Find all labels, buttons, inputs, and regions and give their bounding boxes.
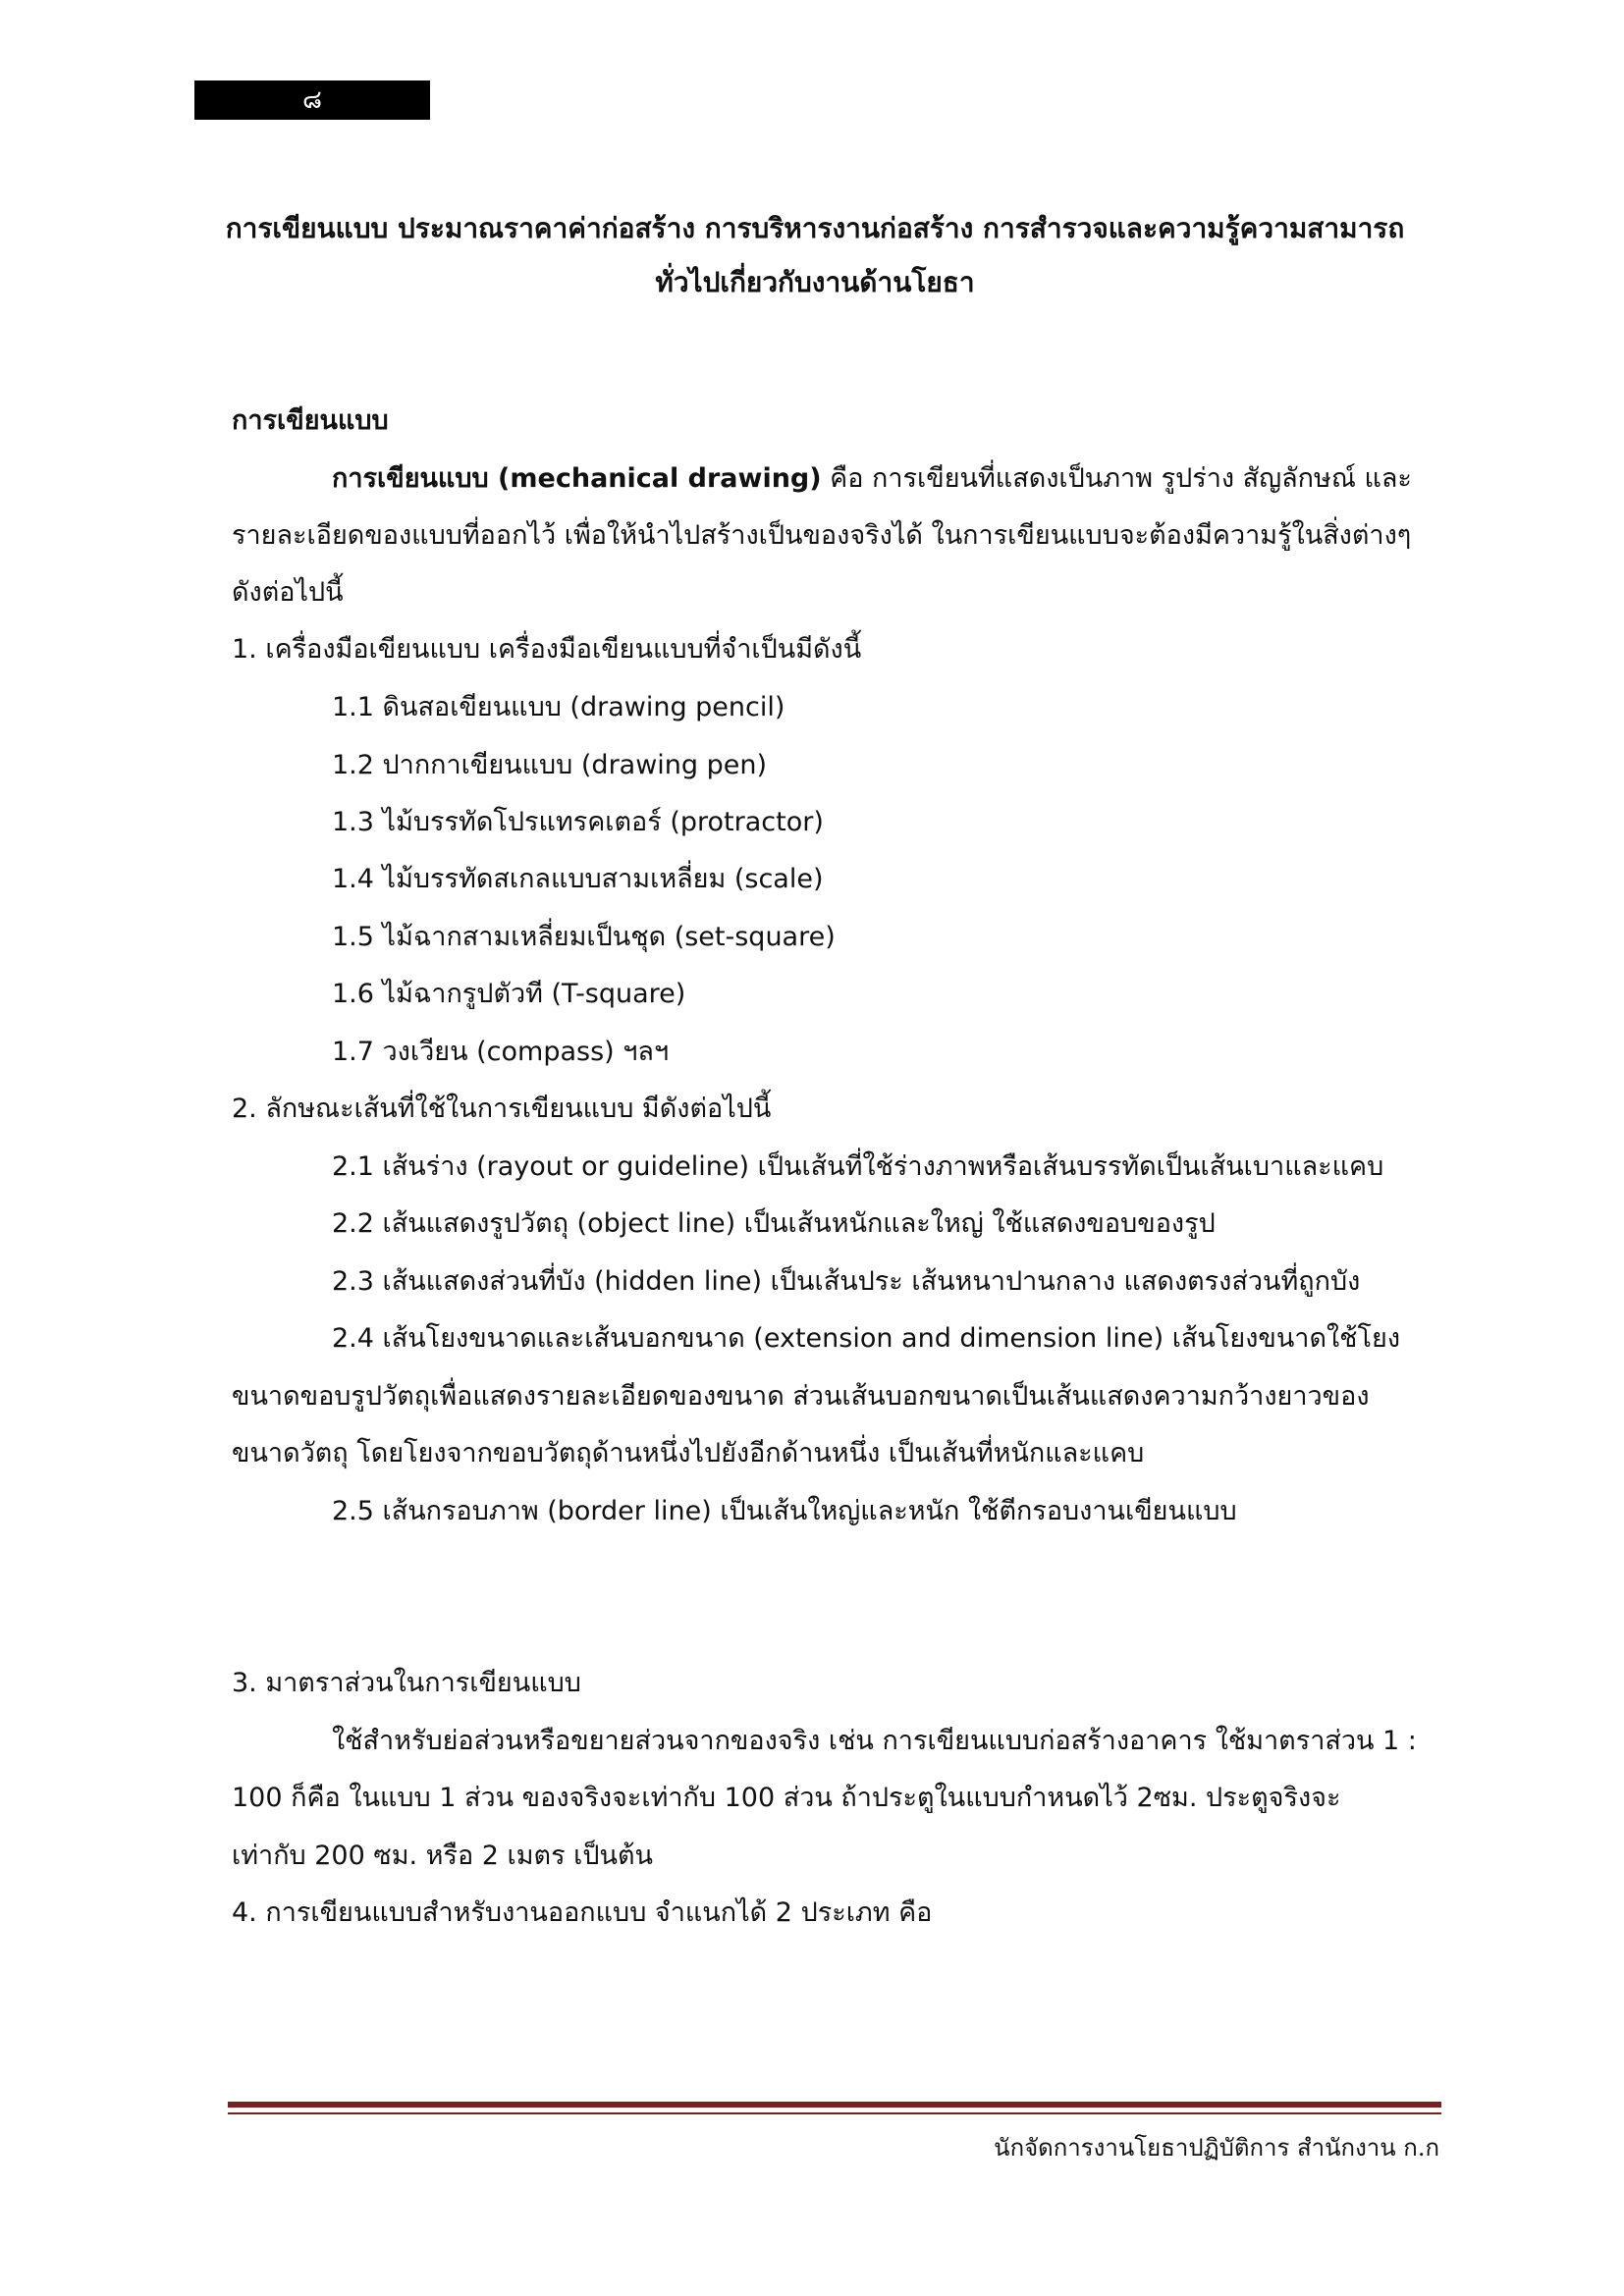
intro-term: การเขียนแบบ (mechanical drawing) [332,463,822,494]
item-1-subitem: 1.1 ดินสอเขียนแบบ (drawing pencil) [332,692,785,722]
footer-text: นักจัดการงานโยธาปฏิบัติการ สำนักงาน ก.ก [994,2134,1439,2162]
document-title [196,201,1434,309]
page-number: ๘ [194,80,430,120]
item-2-subitem-3: 2.3 เส้นแสดงส่วนที่บัง (hidden line) เป็นเส้นประ เส้นหนาปานกลาง แสดงตรงส่วนที่ถูกบัง [332,1266,1361,1297]
intro-line-1-rest: คือ การเขียนที่แสดงเป็นภาพ รูปร่าง สัญลักษณ์ และ [821,463,1412,494]
item-2-subitem-4-line-2: ขนาดขอบรูปวัตถุเพื่อแสดงรายละเอียดของขนาด ส่วนเส้นบอกขนาดเป็นเส้นแสดงความกว้างยาวของ [232,1381,1370,1412]
intro-line-2: รายละเอียดของแบบที่ออกไว้ เพื่อให้นำไปสร้างเป็นของจริงได้ ในการเขียนแบบจะต้องมีความรู้ในสิ่งต่างๆ [232,520,1412,551]
item-3-line-1: ใช้สำหรับย่อส่วนหรือขยายส่วนจากของจริง เช่น การเขียนแบบก่อสร้างอาคาร ใช้มาตราส่วน 1 : [332,1726,1417,1756]
item-2-subitem-1: 2.1 เส้นร่าง (rayout or guideline) เป็นเส้นที่ใช้ร่างภาพหรือเส้นบรรทัดเป็นเส้นเบาและแคบ [332,1151,1384,1182]
item-1-subitem: 1.5 ไม้ฉากสามเหลี่ยมเป็นชุด (set-square) [332,922,836,952]
item-2-subitem-4-line-1: 2.4 เส้นโยงขนาดและเส้นบอกขนาด (extension and dimension line) เส้นโยงขนาดใช้โยง [332,1323,1401,1354]
intro-line-3: ดังต่อไปนี้ [232,577,344,608]
item-1-subitem: 1.3 ไม้บรรทัดโปรแทรคเตอร์ (protractor) [332,807,824,837]
item-3-line-2: 100 ก็คือ ในแบบ 1 ส่วน ของจริงจะเท่ากับ 100 ส่วน ถ้าประตูในแบบกำหนดไว้ 2ซม. ประตูจริงจะ [232,1783,1341,1813]
item-3-line-3: เท่ากับ 200 ซม. หรือ 2 เมตร เป็นต้น [232,1841,653,1871]
item-2-subitem-2: 2.2 เส้นแสดงรูปวัตถุ (object line) เป็นเส้นหนักและใหญ่ ใช้แสดงขอบของรูป [332,1208,1216,1239]
intro-line-1 [332,459,1412,499]
item-2-heading: 2. ลักษณะเส้นที่ใช้ในการเขียนแบบ มีดังต่อไปนี้ [232,1094,772,1124]
item-1-subitem: 1.2 ปากกาเขียนแบบ (drawing pen) [332,750,768,780]
footer-rule [228,2102,1441,2108]
document-title-line-2: ทั่วไปเกี่ยวกับงานด้านโยธา [655,266,975,298]
item-1-subitem: 1.7 วงเวียน (compass) ฯลฯ [332,1037,670,1067]
item-1-heading: 1. เครื่องมือเขียนแบบ เครื่องมือเขียนแบบที่จำเป็นมีดังนี้ [232,634,862,665]
section-heading: การเขียนแบบ [232,405,389,436]
item-4-heading: 4. การเขียนแบบสำหรับงานออกแบบ จำแนกได้ 2 ประเภท คือ [232,1897,933,1928]
item-3-heading: 3. มาตราส่วนในการเขียนแบบ [232,1668,581,1698]
document-title-line-1: การเขียนแบบ ประมาณราคาค่าก่อสร้าง การบริหารงานก่อสร้าง การสำรวจและความรู้ความสามารถ [225,212,1405,244]
item-2-subitem-4-line-3: ขนาดวัตถุ โดยโยงจากขอบวัตถุด้านหนึ่งไปยังอีกด้านหนึ่ง เป็นเส้นที่หนักและแคบ [232,1438,1145,1468]
footer-rule-thin [228,2112,1441,2114]
item-1-subitem: 1.6 ไม้ฉากรูปตัวที (T-square) [332,979,686,1009]
item-2-subitem-5: 2.5 เส้นกรอบภาพ (border line) เป็นเส้นใหญ่และหนัก ใช้ตีกรอบงานเขียนแบบ [332,1496,1237,1526]
item-1-subitem: 1.4 ไม้บรรทัดสเกลแบบสามเหลี่ยม (scale) [332,864,824,894]
